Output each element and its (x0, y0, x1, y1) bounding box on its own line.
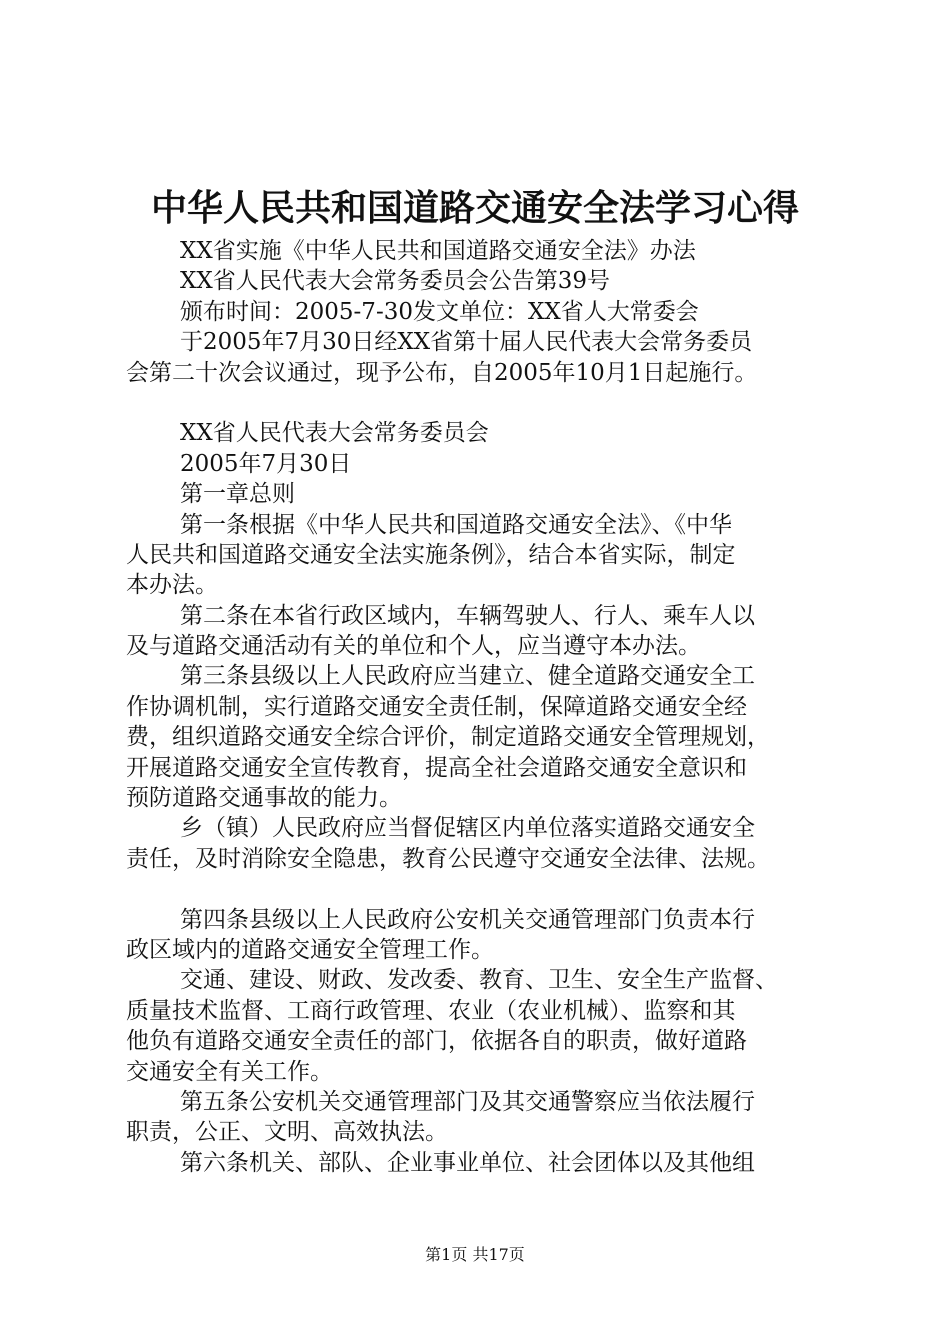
chapter-heading: 第一章总则 (180, 481, 295, 508)
text-line: XX省人民代表大会常务委员会公告第39号 (180, 268, 611, 295)
text-line: 第三条县级以上人民政府应当建立、健全道路交通安全工 (180, 663, 755, 690)
text-line: 第一条根据《中华人民共和国道路交通安全法》、《中华 (180, 511, 732, 538)
text-line: 第四条县级以上人民政府公安机关交通管理部门负责本行 (180, 906, 755, 933)
blank-line (126, 388, 826, 418)
text-line: 及与道路交通活动有关的单位和个人，应当遵守本办法。 (126, 633, 701, 660)
document-title: 中华人民共和国道路交通安全法学习心得 (150, 187, 799, 229)
text-line: 于2005年7月30日经XX省第十届人民代表大会常务委员 (180, 329, 753, 356)
text-line: XX省人民代表大会常务委员会 (180, 420, 489, 447)
page-footer: 第1页 共17页 (425, 1245, 525, 1264)
text-line: 会第二十次会议通过，现予公布，自2005年10月1日起施行。 (126, 359, 758, 386)
text-line: 职责，公正、文明、高效执法。 (126, 1119, 448, 1146)
blank-line (126, 874, 826, 904)
text-line: 质量技术监督、工商行政管理、农业（农业机械）、监察和其 (126, 997, 736, 1024)
text-line: 交通、建设、财政、发改委、教育、卫生、安全生产监督、 (180, 967, 778, 994)
text-line: 他负有道路交通安全责任的部门，依据各自的职责，做好道路 (126, 1028, 747, 1055)
text-line: XX省实施《中华人民共和国道路交通安全法》办法 (180, 238, 696, 264)
text-line: 第五条公安机关交通管理部门及其交通警察应当依法履行 (180, 1088, 755, 1115)
text-line: 交通安全有关工作。 (126, 1058, 333, 1085)
text-line: 颁布时间：2005-7-30发文单位：XX省人大常委会 (180, 298, 699, 325)
text-line: 本办法。 (126, 572, 218, 599)
text-line: 乡（镇）人民政府应当督促辖区内单位落实道路交通安全 (180, 815, 755, 842)
document-body (126, 236, 826, 1178)
text-line: 第二条在本省行政区域内，车辆驾驶人、行人、乘车人以 (180, 602, 755, 629)
text-line: 第六条机关、部队、企业事业单位、社会团体以及其他组 (180, 1149, 755, 1176)
text-line: 作协调机制，实行道路交通安全责任制，保障道路交通安全经 (126, 693, 747, 720)
text-line: 人民共和国道路交通安全法实施条例》，结合本省实际，制定 (126, 541, 736, 568)
text-line: 政区域内的道路交通安全管理工作。 (126, 936, 494, 963)
text-line: 开展道路交通安全宣传教育，提高全社会道路交通安全意识和 (126, 754, 747, 781)
text-line: 责任，及时消除安全隐患，教育公民遵守交通安全法律、法规。 (126, 845, 770, 872)
text-line: 费，组织道路交通安全综合评价，制定道路交通安全管理规划， (126, 724, 770, 751)
text-line: 2005年7月30日 (180, 450, 352, 477)
text-line: 预防道路交通事故的能力。 (126, 785, 402, 812)
